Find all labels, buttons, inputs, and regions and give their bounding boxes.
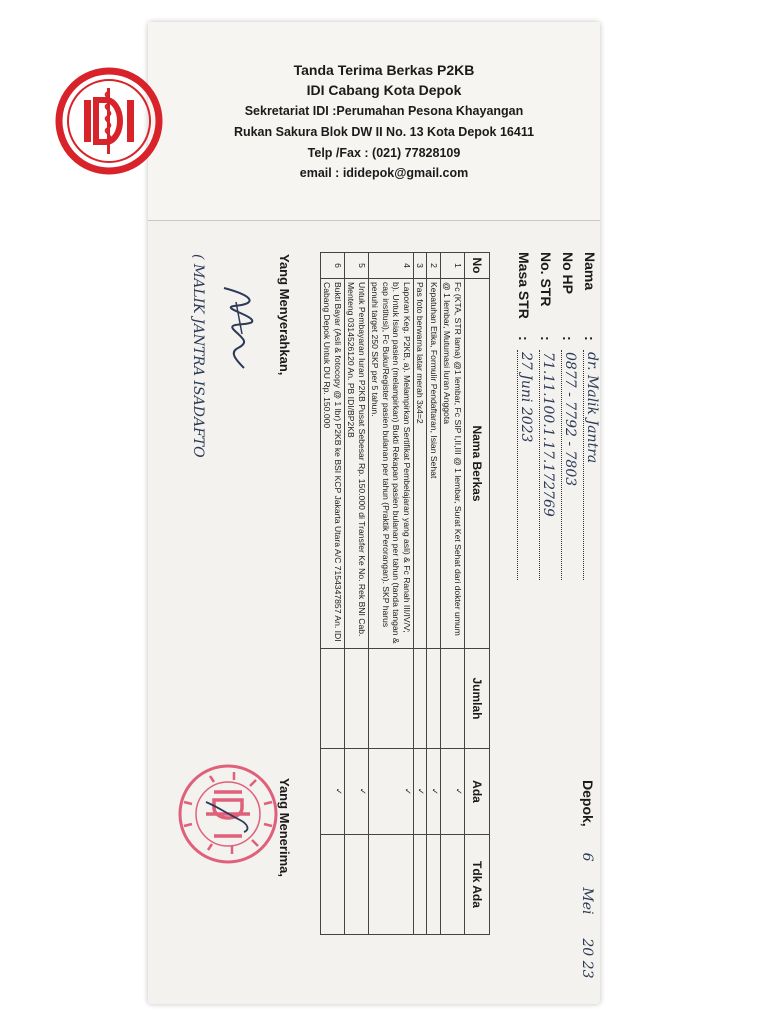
col-header-nama-berkas: Nama Berkas bbox=[465, 279, 490, 649]
row-jumlah bbox=[427, 649, 441, 749]
idi-logo bbox=[54, 66, 164, 176]
dotted-line bbox=[583, 350, 584, 580]
document-date bbox=[579, 780, 596, 978]
row-number: 5 bbox=[345, 253, 369, 279]
letterhead-phone: Telp /Fax : (021) 77828109 bbox=[307, 146, 461, 160]
row-number: 1 bbox=[441, 253, 465, 279]
row-jumlah bbox=[345, 649, 369, 749]
receipt-form bbox=[178, 252, 600, 979]
giver-signature-image bbox=[214, 282, 264, 372]
row-number: 2 bbox=[427, 253, 441, 279]
paper-header-band bbox=[148, 22, 600, 221]
date-prefix: Depok, bbox=[580, 780, 596, 827]
col-header-ada: Ada bbox=[465, 749, 490, 835]
row-document-name: Fc (KTA, STR lama) @1 lembar, Fc SIP I,II,III @ 1 lembar, Surat Ket Sehat dari dokter umum @ 1 lembar, Mutumasi Iuran Anggota bbox=[441, 279, 465, 649]
row-tdk-ada bbox=[441, 835, 465, 935]
field-value-nohp: 0877 - 7792 - 7803 bbox=[562, 352, 578, 487]
letterhead-email: email : ididepok@gmail.com bbox=[299, 166, 469, 180]
col-header-no: No bbox=[465, 253, 490, 279]
field-value-nama: dr. Malik Jantra bbox=[584, 352, 600, 464]
letterhead-branch: IDI Cabang Kota Depok bbox=[306, 82, 462, 98]
row-ada-check: ✓ bbox=[321, 749, 345, 835]
dotted-line bbox=[539, 350, 540, 580]
letterhead-address-1: Sekretariat IDI :Perumahan Pesona Khayangan bbox=[244, 104, 524, 118]
table-header-row bbox=[465, 253, 490, 935]
row-number: 3 bbox=[414, 253, 428, 279]
giver-label: Yang Menyerahkan, bbox=[277, 254, 292, 376]
table-row bbox=[427, 253, 441, 935]
date-month: Mei bbox=[579, 887, 595, 915]
table-row bbox=[345, 253, 369, 935]
field-colon: : bbox=[538, 336, 554, 341]
letterhead-address-2: Rukan Sakura Blok DW II No. 13 Kota Depok 16411 bbox=[233, 125, 535, 139]
table-row bbox=[414, 253, 428, 935]
row-jumlah bbox=[321, 649, 345, 749]
table-row bbox=[369, 253, 414, 935]
field-label-nostr: No. STR bbox=[538, 252, 554, 307]
row-ada-check: ✓ bbox=[345, 749, 369, 835]
letterhead-title: Tanda Terima Berkas P2KB bbox=[293, 62, 475, 78]
idi-depok-stamp bbox=[176, 762, 280, 866]
row-ada-check: ✓ bbox=[414, 749, 428, 835]
dotted-line bbox=[517, 350, 518, 580]
table-row bbox=[321, 253, 345, 935]
row-jumlah bbox=[414, 649, 428, 749]
row-ada-check: ✓ bbox=[369, 749, 414, 835]
documents-table bbox=[320, 252, 490, 935]
row-tdk-ada bbox=[427, 835, 441, 935]
table-row bbox=[441, 253, 465, 935]
row-number: 4 bbox=[369, 253, 414, 279]
date-year: 20 23 bbox=[579, 938, 595, 979]
field-label-nohp: No HP bbox=[560, 252, 576, 294]
row-jumlah bbox=[369, 649, 414, 749]
row-number: 6 bbox=[321, 253, 345, 279]
col-header-jumlah: Jumlah bbox=[465, 649, 490, 749]
field-value-nostr: 71.11.100.1.17.172769 bbox=[540, 352, 556, 517]
row-document-name: Pas foto berwarna latar merah 3x4=2 bbox=[414, 279, 428, 649]
field-colon: : bbox=[560, 336, 576, 341]
field-label-nama: Nama bbox=[582, 252, 598, 291]
row-document-name: Laporan Keg. P2KB, a). Melampirkan Sertifikat Pembelajaran yang asli) & Fc Ranah III/IV/V; b). Untuk Isian pasien (melampirkan) Bukti Rekapan pasien bulanan per tahun (tanda tangan & cap institusi), Fc Buku/Register pasien bulanan per tahun (Praktik Perorangan). SKP harus penuhi target 250 SKP per 5 tahun. bbox=[369, 279, 414, 649]
giver-name: ( MALIK JANTRA ISADAFTO bbox=[190, 254, 206, 458]
row-document-name: Kepatuhan Etika, Formulir Pendaftaran, Isian Sehat bbox=[427, 279, 441, 649]
row-tdk-ada bbox=[321, 835, 345, 935]
field-label-masastr: Masa STR bbox=[516, 252, 532, 319]
row-ada-check: ✓ bbox=[427, 749, 441, 835]
field-colon: : bbox=[516, 336, 532, 341]
col-header-tdk-ada: Tdk Ada bbox=[465, 835, 490, 935]
row-jumlah bbox=[441, 649, 465, 749]
date-day: 6 bbox=[579, 852, 595, 862]
row-tdk-ada bbox=[414, 835, 428, 935]
dotted-line bbox=[561, 350, 562, 580]
row-document-name: Bukti Bayar (Asli & fotocopy @ 1 lbr) P2KB ke BSI KCP Jakarta Utara A/C 7154347857 An. IDI Cabang Depok Untuk DU Rp. 150.000 bbox=[321, 279, 345, 649]
field-colon: : bbox=[582, 336, 598, 341]
row-ada-check: ✓ bbox=[441, 749, 465, 835]
row-document-name: Untuk Pembayaran Iuran P2KB Pusat Sebesar Rp. 150.000 di Transfer Ke No. Rek BNI Cab. Menteng 0314526120 An. PB IDI/BP2KB bbox=[345, 279, 369, 649]
row-tdk-ada bbox=[369, 835, 414, 935]
receiver-label: Yang Menerima, bbox=[277, 778, 292, 877]
field-value-masastr: 27 Juni 2023 bbox=[518, 352, 534, 443]
row-tdk-ada bbox=[345, 835, 369, 935]
